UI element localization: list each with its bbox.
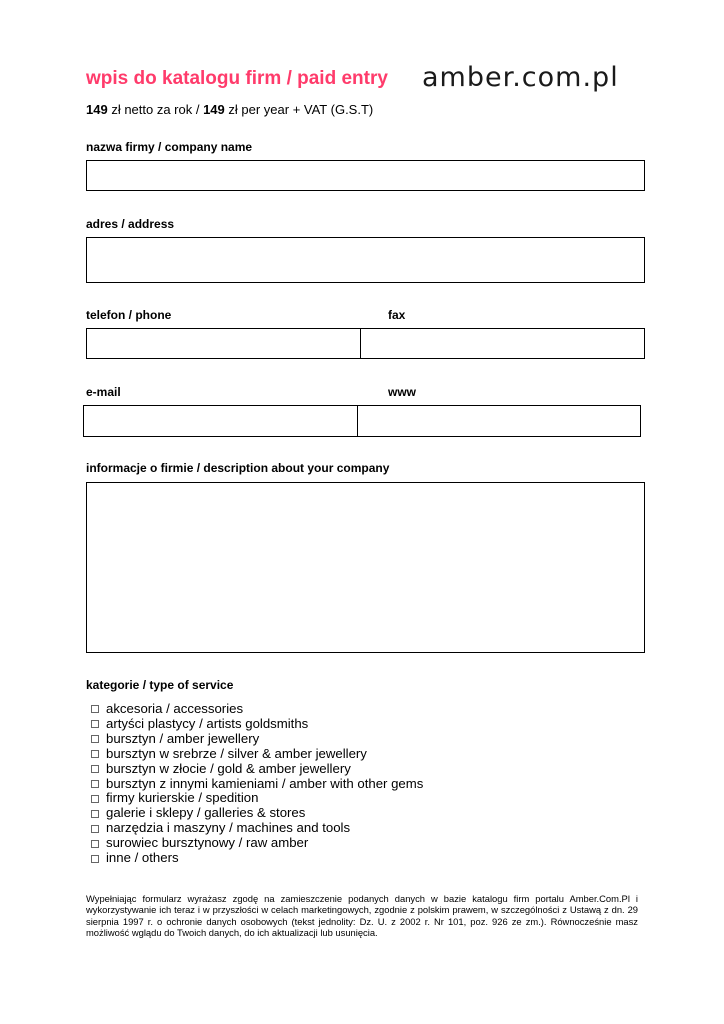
category-label: artyści plastycy / artists goldsmiths xyxy=(106,715,309,731)
price-text-net: zł netto za rok / xyxy=(107,102,204,117)
category-label: akcesoria / accessories xyxy=(106,701,244,716)
category-item[interactable] xyxy=(91,836,423,851)
phone-label: telefon / phone xyxy=(86,308,172,322)
category-label: bursztyn / amber jewellery xyxy=(106,730,260,746)
category-label: galerie i sklepy / galleries & stores xyxy=(106,805,306,821)
price-line xyxy=(86,102,373,117)
address-field[interactable] xyxy=(86,237,645,283)
company-name-label: nazwa firmy / company name xyxy=(86,140,253,154)
category-item[interactable] xyxy=(91,732,423,747)
category-label: bursztyn z innymi kamieniami / amber with other gems xyxy=(106,775,424,791)
category-label: narzędzia i maszyny / machines and tools xyxy=(106,820,351,836)
page-title: wpis do katalogu firm / paid entry xyxy=(86,68,388,89)
consent-note: Wypełniając formularz wyrażasz zgodę na zamieszczenie podanych danych w bazie katalogu firm portalu Amber.Com.Pl i wykorzystywanie ich teraz i w przyszłości w celach marketingowych, zgodnie z polskim prawem, w szczególności z Ustawą z dn. 29 sierpnia 1997 r. o ochronie danych osobowych (tekst jednolity: Dz. U. z 2002 r. Nr 101, poz. 926 ze zm.). Równocześnie masz możliwość wglądu do Twoich danych, do ich aktualizacji lub usunięcia. xyxy=(86,893,638,939)
checkbox-icon[interactable] xyxy=(91,810,99,818)
checkbox-icon[interactable] xyxy=(91,765,99,773)
checkbox-icon[interactable] xyxy=(91,855,99,863)
checkbox-icon[interactable] xyxy=(91,780,99,788)
categories-list xyxy=(91,702,423,866)
category-item[interactable] xyxy=(91,821,423,836)
company-name-field[interactable] xyxy=(86,160,645,191)
category-label: firmy kurierskie / spedition xyxy=(106,790,259,806)
category-label: surowiec bursztynowy / raw amber xyxy=(106,835,309,851)
price-amount-gross: 149 xyxy=(203,102,225,117)
checkbox-icon[interactable] xyxy=(91,840,99,848)
fax-field[interactable] xyxy=(360,328,645,359)
category-item[interactable] xyxy=(91,806,423,821)
category-label: bursztyn w złocie / gold & amber jewellery xyxy=(106,760,351,776)
checkbox-icon[interactable] xyxy=(91,825,99,833)
category-item[interactable] xyxy=(91,851,423,866)
brand-logo: amber.com.pl xyxy=(422,62,619,93)
fax-label: fax xyxy=(388,308,406,322)
checkbox-icon[interactable] xyxy=(91,750,99,758)
phone-field[interactable] xyxy=(86,328,361,359)
category-item[interactable] xyxy=(91,777,423,792)
email-field[interactable] xyxy=(83,405,358,437)
checkbox-icon[interactable] xyxy=(91,705,99,713)
price-amount-net: 149 xyxy=(86,102,108,117)
category-item[interactable] xyxy=(91,791,423,806)
checkbox-icon[interactable] xyxy=(91,735,99,743)
category-item[interactable] xyxy=(91,747,423,762)
price-text-gross: zł per year + VAT (G.S.T) xyxy=(224,102,374,117)
www-field[interactable] xyxy=(357,405,641,437)
categories-label: kategorie / type of service xyxy=(86,678,234,692)
checkbox-icon[interactable] xyxy=(91,795,99,803)
category-item[interactable] xyxy=(91,762,423,777)
email-label: e-mail xyxy=(86,385,121,399)
description-label: informacje o firmie / description about your company xyxy=(86,461,390,475)
category-item[interactable] xyxy=(91,702,423,717)
category-label: inne / others xyxy=(106,850,179,866)
category-label: bursztyn w srebrze / silver & amber jewellery xyxy=(106,745,367,761)
www-label: www xyxy=(388,385,417,399)
category-item[interactable] xyxy=(91,717,423,732)
checkbox-icon[interactable] xyxy=(91,720,99,728)
address-label: adres / address xyxy=(86,217,175,231)
description-field[interactable] xyxy=(86,482,645,653)
